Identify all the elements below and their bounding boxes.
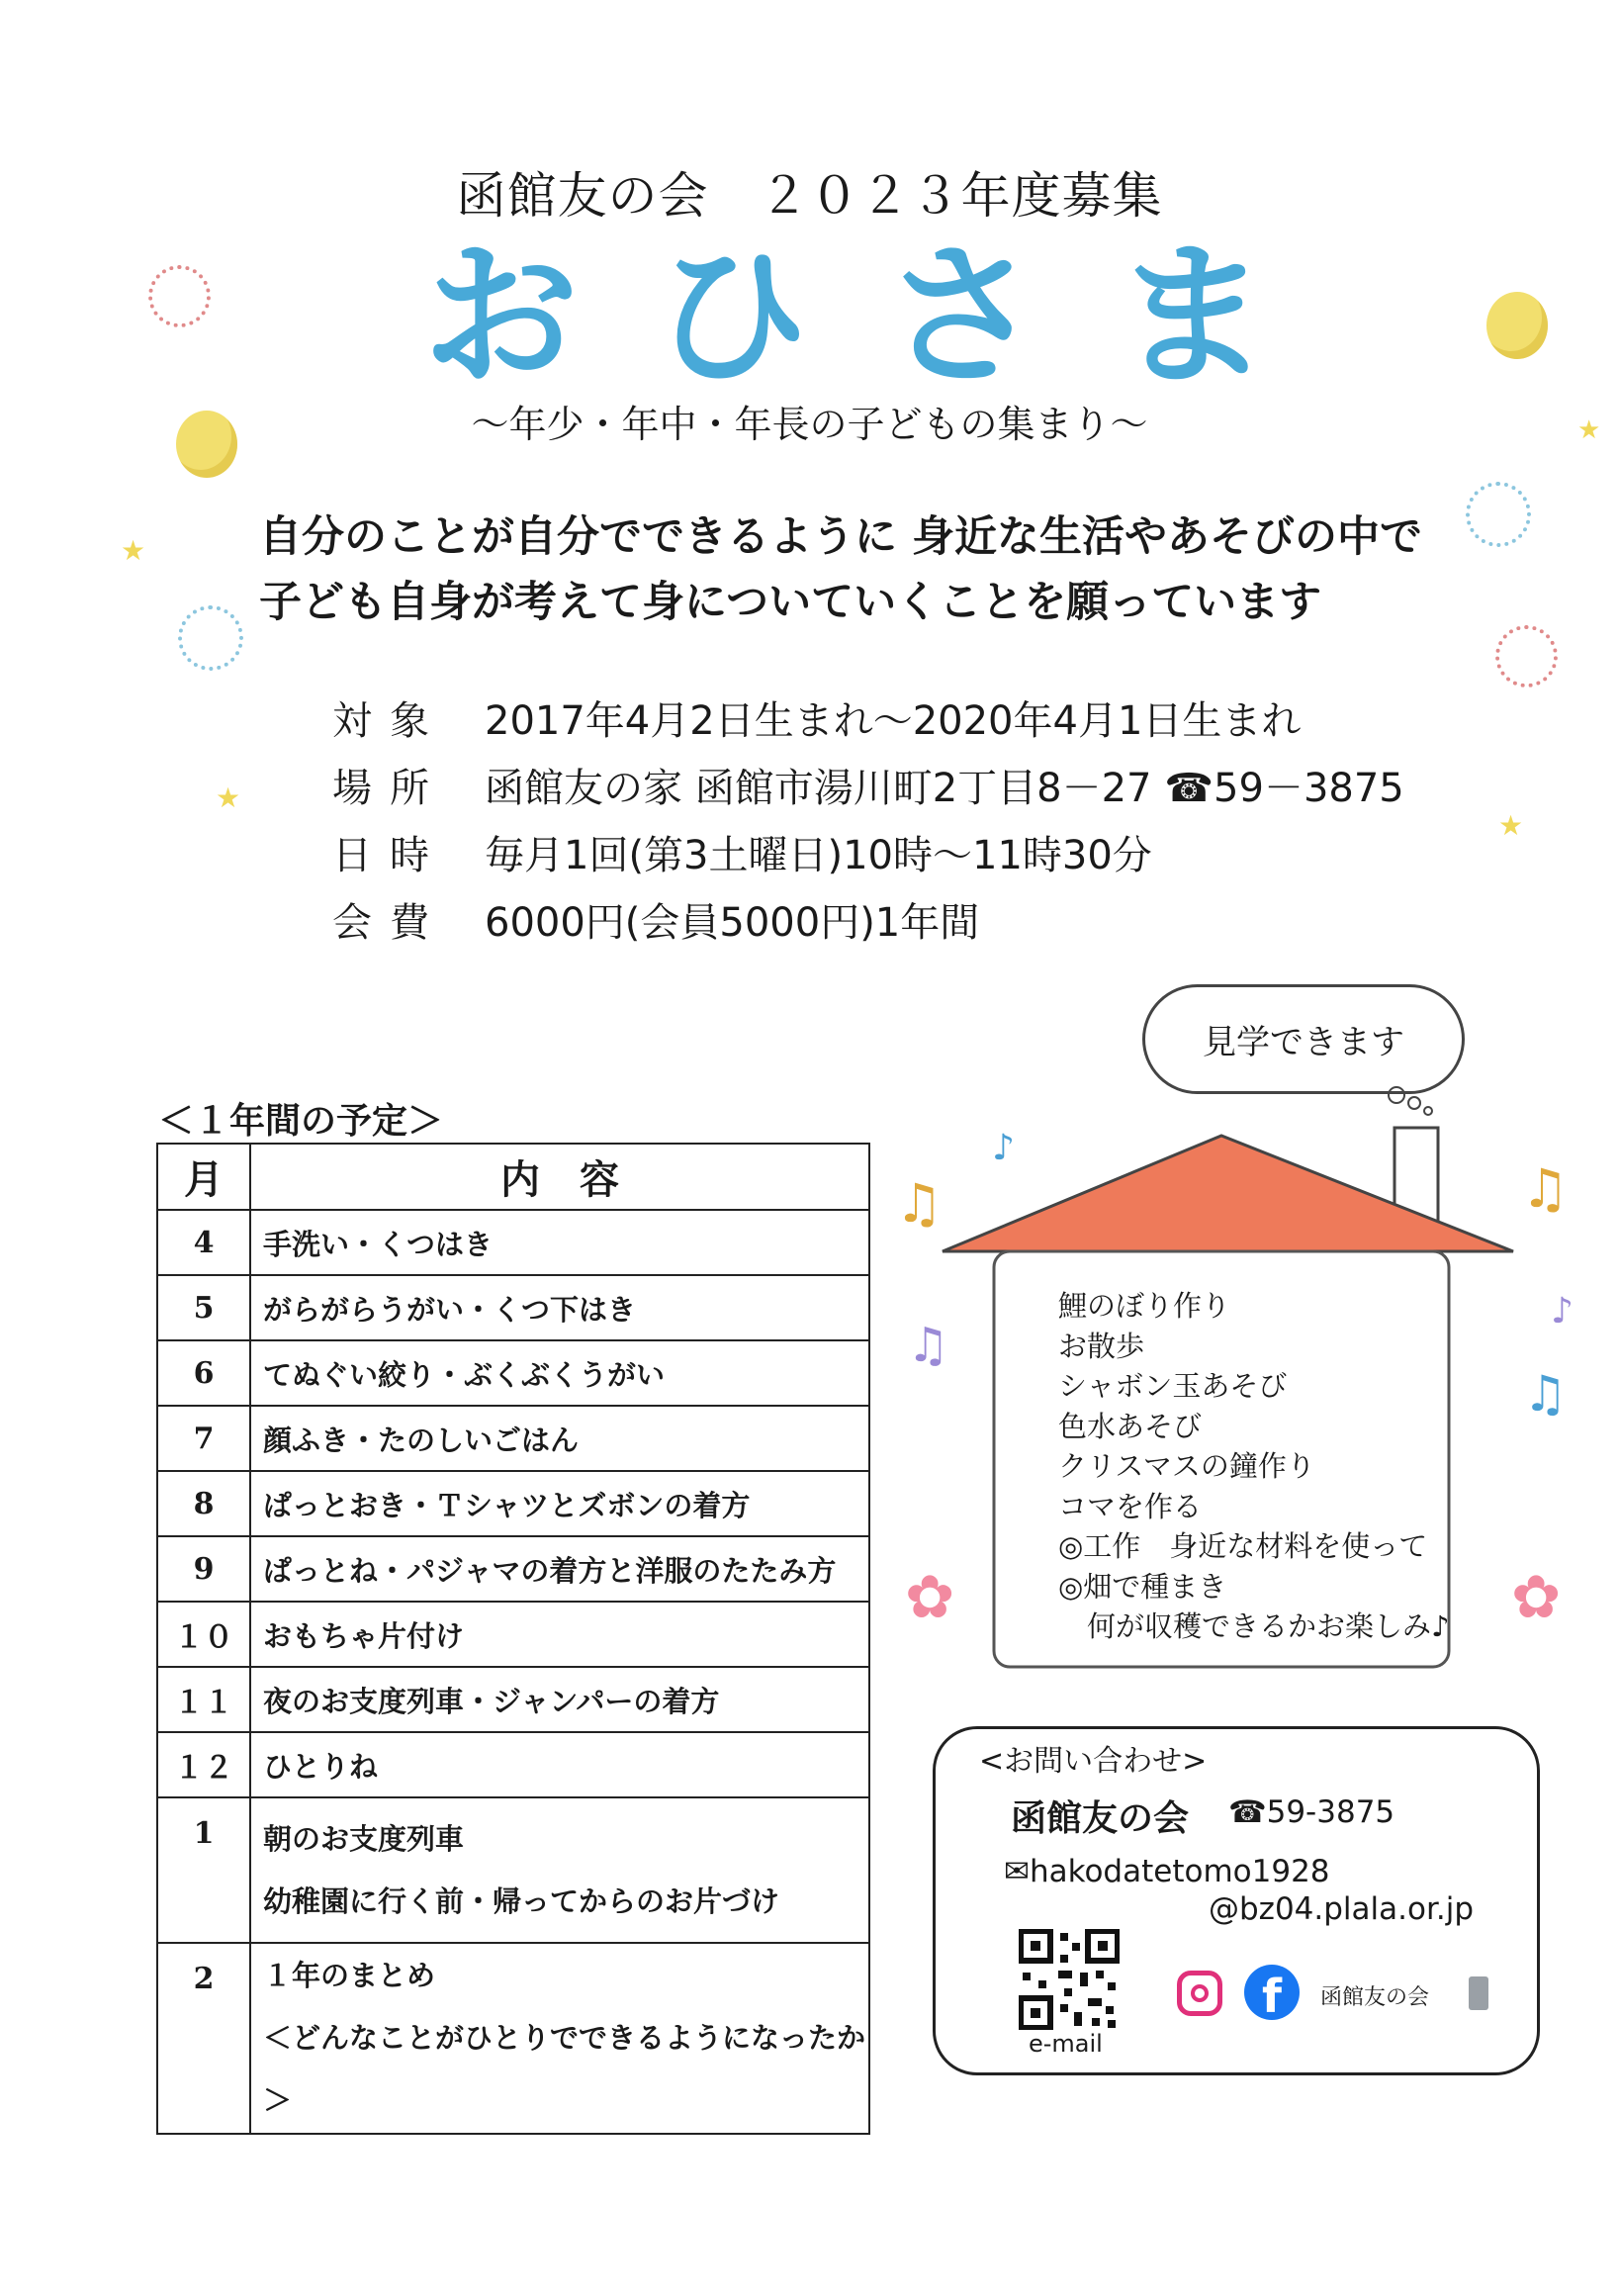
month-cell: １１ — [157, 1667, 250, 1732]
instagram-icon[interactable] — [1177, 1971, 1222, 2016]
content-cell: ぱっとね・パジャマの着方と洋服のたたみ方 — [250, 1536, 869, 1602]
music-note-icon: ♫ — [1521, 1157, 1570, 1220]
info-label: 日時 — [332, 832, 447, 878]
activity-item: 何が収穫できるかお楽しみ♪ — [1058, 1609, 1450, 1643]
music-note-icon: ♪ — [1551, 1291, 1574, 1332]
table-row — [157, 1406, 869, 1471]
month-cell: 8 — [157, 1471, 250, 1536]
month-cell: 7 — [157, 1406, 250, 1471]
col-month-header: 月 — [157, 1144, 250, 1210]
table-row — [157, 1943, 869, 2134]
table-row — [157, 1667, 869, 1732]
month-cell: 9 — [157, 1536, 250, 1602]
content-cell: ひとりね — [250, 1732, 869, 1797]
content-line: 幼稚園に行く前・帰ってからのお片づけ — [263, 1883, 780, 1918]
info-value: 函館友の家 函館市湯川町2丁目8－27 ☎59－3875 — [485, 765, 1404, 811]
search-icon[interactable] — [1469, 1976, 1488, 2010]
content-cell: 夜のお支度列車・ジャンパーの着方 — [250, 1667, 869, 1732]
activity-item: ◎工作 身近な材料を使って — [1058, 1529, 1428, 1563]
info-row-datetime — [332, 819, 1152, 884]
music-note-icon: ♫ — [907, 1318, 950, 1373]
decor-star-icon: ★ — [121, 534, 146, 567]
decor-star-icon: ★ — [1577, 415, 1601, 445]
month-cell: １２ — [157, 1732, 250, 1797]
music-note-icon: ♫ — [1523, 1365, 1568, 1423]
content-cell: 顔ふき・たのしいごはん — [250, 1406, 869, 1471]
info-label: 場所 — [332, 765, 447, 811]
contact-heading: <お問い合わせ> — [979, 1744, 1208, 1779]
music-note-icon: ♫ — [895, 1172, 944, 1235]
table-row — [157, 1797, 869, 1943]
org-year-heading: 函館友の会 ２０２３年度募集 — [456, 167, 1163, 225]
schedule-table — [156, 1143, 870, 2135]
qr-code-icon[interactable] — [1019, 1929, 1120, 2030]
month-cell: １０ — [157, 1602, 250, 1667]
table-row — [157, 1275, 869, 1340]
content-line: 朝のお支度列車 — [263, 1821, 465, 1856]
facebook-page-name: 函館友の会 — [1320, 1985, 1430, 2010]
content-cell: ぱっとおき・Ｔシャツとズボンの着方 — [250, 1471, 869, 1536]
content-cell: がらがらうがい・くつ下はき — [250, 1275, 869, 1340]
content-line: ＜どんなことがひとりでできるようになったか＞ — [263, 2021, 866, 2117]
contact-email-line1[interactable]: ✉hakodatetomo1928 — [1004, 1854, 1330, 1889]
tagline: ～年少・年中・年長の子どもの集まり～ — [471, 403, 1148, 446]
content-cell — [250, 1943, 869, 2134]
month-cell: 6 — [157, 1340, 250, 1406]
decor-ring-blue-left — [178, 605, 243, 671]
table-row — [157, 1536, 869, 1602]
mission-line-2: 子ども自身が考えて身についていくことを願っています — [259, 578, 1322, 627]
flower-icon: ✿ — [905, 1563, 955, 1632]
content-cell: 手洗い・くつはき — [250, 1210, 869, 1275]
content-line: １年のまとめ — [263, 1959, 436, 1992]
table-row — [157, 1471, 869, 1536]
contact-org: 函館友の会 — [1011, 1798, 1190, 1839]
music-note-icon: ♪ — [992, 1128, 1015, 1168]
visit-cloud-bubble: 見学できます — [1142, 984, 1465, 1094]
page-title: おひさま — [422, 226, 1345, 408]
activity-item: 鯉のぼり作り — [1058, 1289, 1231, 1323]
col-content-header: 内 容 — [250, 1144, 869, 1210]
info-row-fee — [332, 886, 979, 952]
table-row — [157, 1340, 869, 1406]
content-cell: おもちゃ片付け — [250, 1602, 869, 1667]
activity-item: コマを作る — [1058, 1489, 1203, 1523]
month-cell: 5 — [157, 1275, 250, 1340]
table-row — [157, 1602, 869, 1667]
decor-star-icon: ★ — [1498, 809, 1524, 842]
info-value: 6000円(会員5000円)1年間 — [485, 899, 980, 946]
activity-list — [1058, 1286, 1450, 1647]
month-cell: 4 — [157, 1210, 250, 1275]
content-cell — [250, 1797, 869, 1943]
contact-email-line2[interactable]: @bz04.plala.or.jp — [1209, 1891, 1475, 1927]
info-row-target — [332, 685, 1301, 750]
activity-item: クリスマスの鐘作り — [1058, 1449, 1315, 1483]
table-row — [157, 1732, 869, 1797]
activity-item: 色水あそび — [1058, 1409, 1203, 1443]
info-label: 会費 — [332, 899, 447, 946]
info-value: 2017年4月2日生まれ～2020年4月1日生まれ — [485, 697, 1302, 744]
activity-item: ◎畑で種まき — [1058, 1569, 1227, 1604]
info-value: 毎月1回(第3土曜日)10時～11時30分 — [485, 832, 1152, 878]
month-cell: 1 — [157, 1797, 250, 1943]
flower-icon: ✿ — [1511, 1563, 1562, 1632]
mission-line-1: 自分のことが自分でできるように 身近な生活やあそびの中で — [259, 512, 1422, 562]
month-cell: 2 — [157, 1943, 250, 2134]
table-header-row — [157, 1144, 869, 1210]
schedule-title: ＜１年間の予定＞ — [158, 1101, 444, 1142]
activity-item: お散歩 — [1058, 1329, 1145, 1363]
table-row — [157, 1210, 869, 1275]
qr-label: e-mail — [1029, 2030, 1103, 2058]
facebook-icon[interactable]: f — [1244, 1965, 1300, 2020]
decor-star-icon: ★ — [216, 781, 241, 814]
info-row-place — [332, 752, 1404, 817]
content-cell: てぬぐい絞り・ぶくぶくうがい — [250, 1340, 869, 1406]
decor-ring-red-right — [1495, 625, 1558, 688]
activity-item: シャボン玉あそび — [1058, 1369, 1288, 1403]
contact-tel: ☎59-3875 — [1228, 1794, 1395, 1830]
info-label: 対象 — [332, 697, 447, 744]
